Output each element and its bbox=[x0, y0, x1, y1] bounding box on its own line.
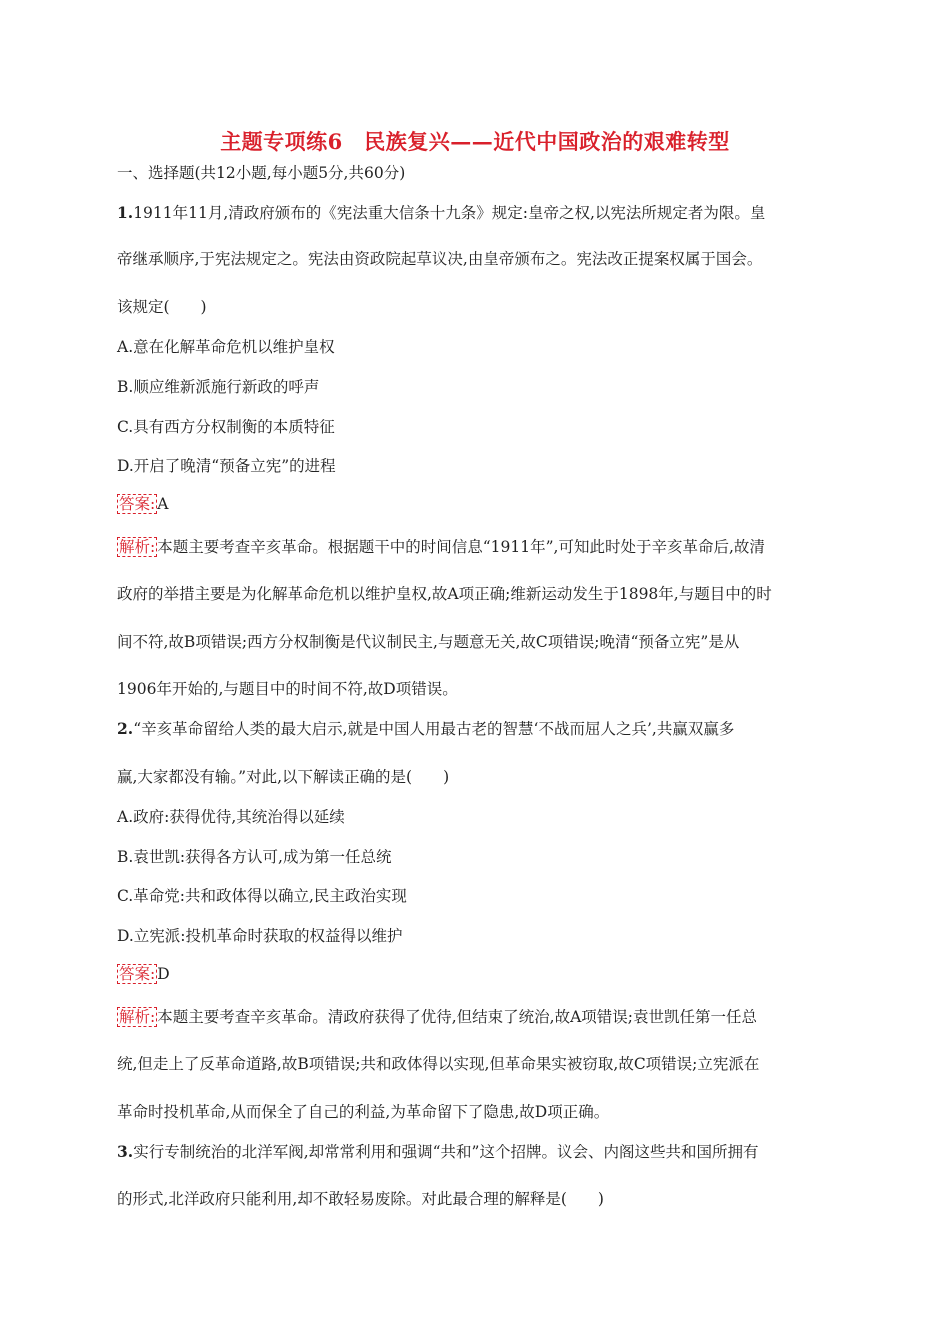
q3-number: 3. bbox=[117, 1142, 134, 1161]
q2-answer-line bbox=[117, 964, 170, 984]
q1-text-1: 1911年11月,清政府颁布的《宪法重大信条十九条》规定:皇帝之权,以宪法所规定者为限。皇 bbox=[133, 204, 766, 222]
q2-option-c: C.革命党:共和政体得以确立,民主政治实现 bbox=[117, 887, 407, 905]
q1-option-d: D.开启了晚清“预备立宪”的进程 bbox=[117, 457, 336, 475]
q2-analysis-text-1: 本题主要考查辛亥革命。清政府获得了优待,但结束了统治,故A项错误;袁世凯任第一任总 bbox=[157, 1008, 758, 1026]
q1-analysis-line-1 bbox=[117, 535, 765, 557]
q3-stem-line-1 bbox=[117, 1140, 758, 1162]
q2-analysis-line-2: 统,但走上了反革命道路,故B项错误;共和政体得以实现,但革命果实被窃取,故C项错误;立宪派在 bbox=[117, 1055, 760, 1073]
q2-option-d: D.立宪派:投机革命时获取的权益得以维护 bbox=[117, 927, 403, 945]
q2-number: 2. bbox=[117, 719, 134, 738]
q2-text-1: “辛亥革命留给人类的最大启示,就是中国人用最古老的智慧‘不战而屈人之兵’,共赢双赢多 bbox=[133, 720, 735, 738]
q2-option-b: B.袁世凯:获得各方认可,成为第一任总统 bbox=[117, 848, 392, 866]
q2-analysis-line-3: 革命时投机革命,从而保全了自己的利益,为革命留下了隐患,故D项正确。 bbox=[117, 1103, 610, 1121]
q1-analysis-line-3: 间不符,故B项错误;西方分权制衡是代议制民主,与题意无关,故C项错误;晚清“预备立宪”是从 bbox=[117, 633, 740, 651]
q1-answer-value: A bbox=[157, 495, 169, 513]
q1-analysis-line-2: 政府的举措主要是为化解革命危机以维护皇权,故A项正确;维新运动发生于1898年,与题目中的时 bbox=[117, 585, 772, 603]
q1-stem-line-2: 帝继承顺序,于宪法规定之。宪法由资政院起草议决,由皇帝颁布之。宪法改正提案权属于国会。 bbox=[117, 250, 763, 268]
q2-answer-value: D bbox=[157, 965, 170, 983]
q1-analysis-line-4: 1906年开始的,与题目中的时间不符,故D项错误。 bbox=[117, 680, 458, 698]
q2-option-a: A.政府:获得优待,其统治得以延续 bbox=[117, 808, 345, 826]
q2-stem-line-1 bbox=[117, 717, 734, 739]
q1-option-a: A.意在化解革命危机以维护皇权 bbox=[117, 338, 335, 356]
q1-answer-tag: 答案: bbox=[119, 495, 156, 513]
q1-number: 1. bbox=[117, 203, 134, 222]
q1-stem-line-3: 该规定( ) bbox=[117, 298, 207, 316]
q1-option-b: B.顺应维新派施行新政的呼声 bbox=[117, 378, 320, 396]
q1-analysis-tag: 解析: bbox=[119, 538, 156, 556]
section-heading: 一、选择题(共12小题,每小题5分,共60分) bbox=[117, 164, 406, 182]
q3-stem-line-2: 的形式,北洋政府只能利用,却不敢轻易废除。对此最合理的解释是( ) bbox=[117, 1190, 604, 1208]
q2-analysis-line-1 bbox=[117, 1005, 757, 1027]
q2-analysis-tag: 解析: bbox=[119, 1008, 156, 1026]
q2-answer-tag: 答案: bbox=[119, 965, 156, 983]
q2-stem-line-2: 赢,大家都没有输。”对此,以下解读正确的是( ) bbox=[117, 768, 450, 786]
q1-analysis-text-1: 本题主要考查辛亥革命。根据题干中的时间信息“1911年”,可知此时处于辛亥革命后,故清 bbox=[157, 538, 765, 556]
q1-answer-line bbox=[117, 494, 168, 514]
q1-stem-line-1 bbox=[117, 201, 765, 223]
q3-text-1: 实行专制统治的北洋军阀,却常常利用和强调“共和”这个招牌。议会、内阁这些共和国所拥有 bbox=[133, 1143, 759, 1161]
q1-option-c: C.具有西方分权制衡的本质特征 bbox=[117, 418, 335, 436]
document-title: 主题专项练6 民族复兴——近代中国政治的艰难转型 bbox=[220, 129, 730, 154]
